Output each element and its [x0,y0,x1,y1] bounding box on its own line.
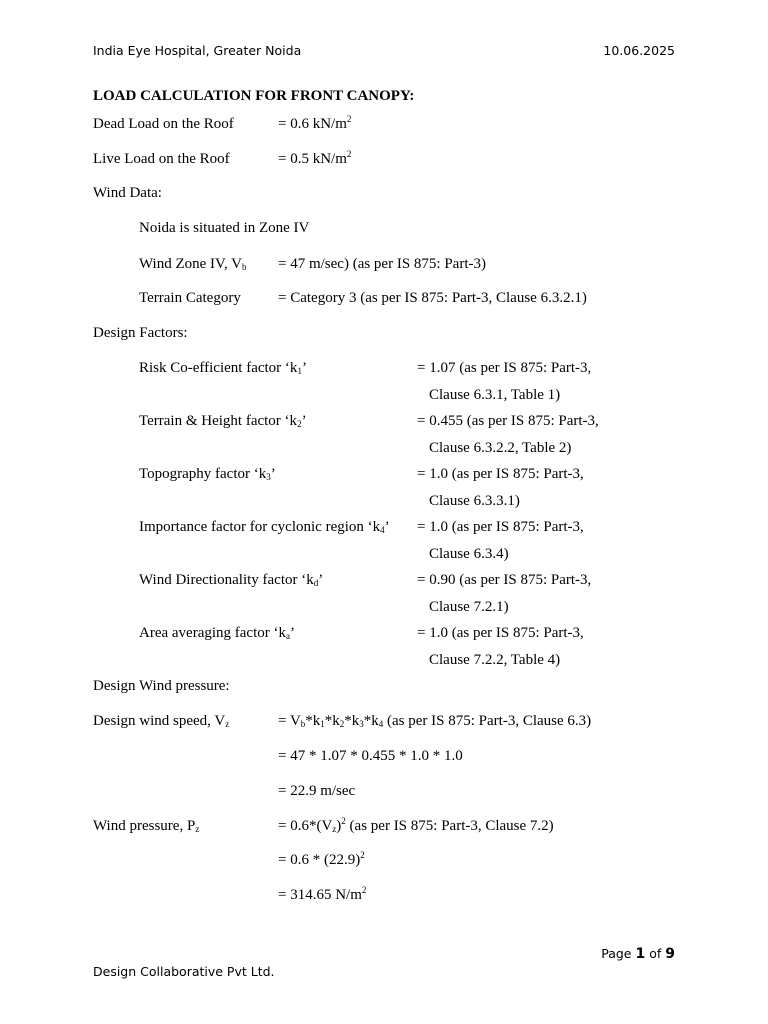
dead-load-value: = 0.6 $kN/m^2$ [278,114,352,132]
wind-pressure-result: = 314.65 $N/m^2$ [278,885,367,903]
design-wind-speed-calc: = 47 * 1.07 * 0.455 * 1.0 * 1.0 [278,748,463,764]
factor-k3-value: = 1.0 (as per IS 875: Part-3, [417,466,584,482]
design-wind-speed-label: Design wind speed, $V_z$ [93,713,230,729]
header-project-name: India Eye Hospital, Greater Noida [93,43,302,58]
factor-k2-label: Terrain & Height factor ‘$k_2$’ [139,413,307,429]
terrain-category-value: = Category 3 (as per IS 875: Part-3, Clause 6.3.2.1) [278,290,587,306]
live-load-value: = 0.5 $kN/m^2$ [278,149,352,167]
wind-pressure-calc: = $0.6 * (22.9)^2$ [278,850,365,868]
factor-k2-value: = 0.455 (as per IS 875: Part-3, [417,413,599,429]
wind-pressure-formula: = $0.6*(V_z)^2$ (as per IS 875: Part-3, Clause 7.2) [278,816,554,834]
design-wind-pressure-heading: Design Wind pressure: [93,678,230,694]
factor-ka-clause: Clause 7.2.2, Table 4) [429,652,561,668]
live-load-label: Live Load on the Roof [93,151,230,167]
design-factors-heading: Design Factors: [93,325,188,341]
design-wind-speed-result: = 22.9 m/sec [278,783,356,799]
design-wind-speed-formula: = $V_b*k_1*k_2*k_3*k_4$ (as per IS 875: Part-3, Clause 6.3) [278,713,592,729]
factor-k4-label: Importance factor for cyclonic region ‘$k_4$’ [139,519,390,535]
factor-k2-clause: Clause 6.3.2.2, Table 2) [429,440,572,456]
factor-k4-clause: Clause 6.3.4) [429,546,509,562]
factor-k3-label: Topography factor ‘$k_3$’ [139,466,276,482]
factor-kd-clause: Clause 7.2.1) [429,599,509,615]
dead-load-label: Dead Load on the Roof [93,116,234,132]
wind-pressure-label: Wind pressure, $P_z$ [93,818,200,834]
page-title: LOAD CALCULATION FOR FRONT CANOPY: [93,88,415,104]
factor-k1-value: = 1.07 (as per IS 875: Part-3, [417,360,592,376]
page-number: Page 1 of 9 [601,946,675,962]
wind-data-heading: Wind Data: [93,185,162,201]
terrain-category-label: Terrain Category [139,290,241,306]
footer-company: Design Collaborative Pvt Ltd. [93,964,275,979]
factor-kd-value: = 0.90 (as per IS 875: Part-3, [417,572,592,588]
factor-k4-value: = 1.0 (as per IS 875: Part-3, [417,519,584,535]
factor-k3-clause: Clause 6.3.3.1) [429,493,520,509]
wind-zone-text: Noida is situated in Zone IV [139,220,310,236]
wind-speed-label: Wind Zone IV, $V_b$ [139,256,247,272]
factor-ka-label: Area averaging factor ‘$k_a$’ [139,625,295,641]
factor-ka-value: = 1.0 (as per IS 875: Part-3, [417,625,584,641]
factor-k1-clause: Clause 6.3.1, Table 1) [429,387,561,403]
factor-k1-label: Risk Co-efficient factor ‘$k_1$’ [139,360,307,376]
wind-speed-value: = 47 m/sec) (as per IS 875: Part-3) [278,256,486,272]
header-date: 10.06.2025 [603,43,675,58]
factor-kd-label: Wind Directionality factor ‘$k_d$’ [139,572,324,588]
